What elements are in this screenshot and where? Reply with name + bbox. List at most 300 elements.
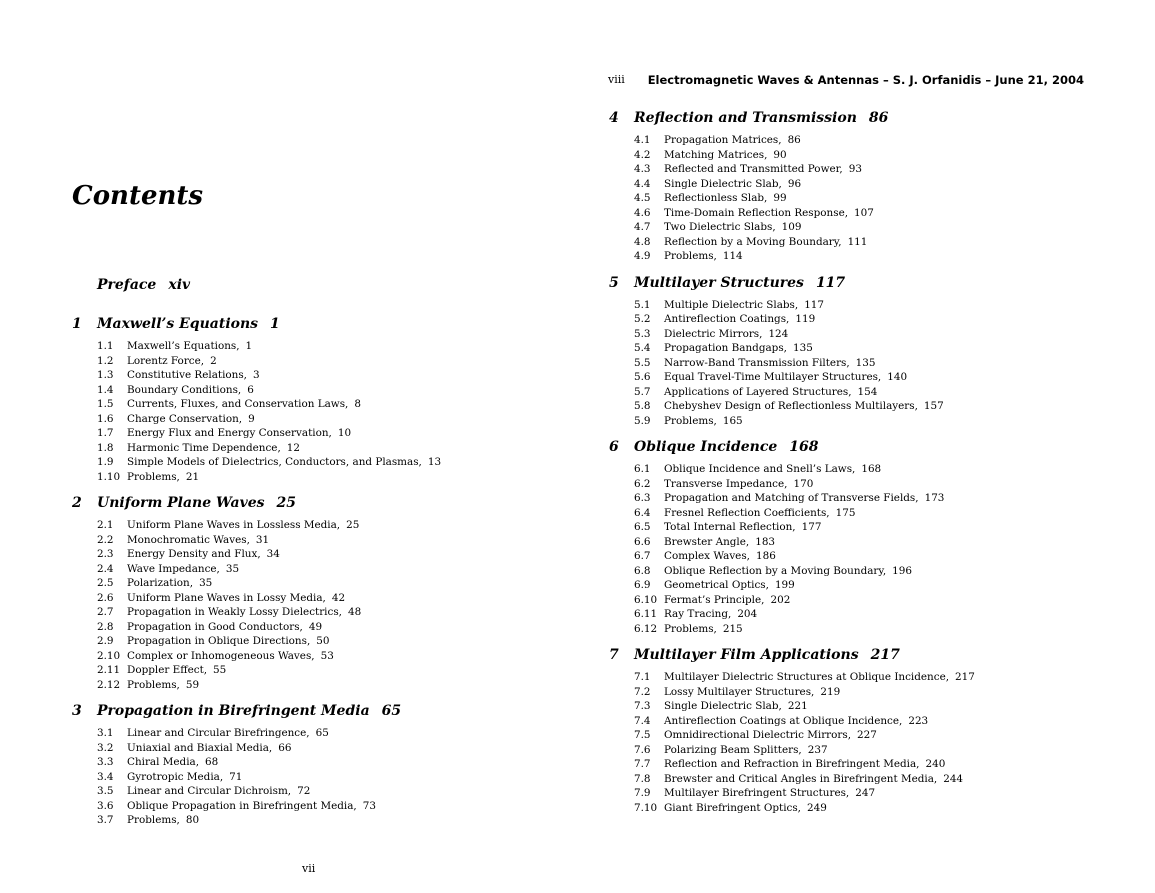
section-title: Omnidirectional Dielectric Mirrors, [664, 729, 852, 741]
chapter-number: 7 [609, 647, 619, 663]
section-number: 3.3 [97, 756, 114, 768]
section-number: 7.5 [634, 729, 651, 741]
section-number: 6.1 [634, 463, 651, 475]
section-title: Chiral Media, [127, 756, 200, 768]
section-page: 86 [787, 134, 801, 146]
section-number: 6.11 [634, 608, 658, 620]
page-title: Contents [72, 181, 204, 211]
section-page: 9 [248, 412, 255, 425]
section-number: 7.10 [634, 801, 658, 814]
section-page: 114 [722, 250, 743, 262]
running-header [608, 73, 1084, 89]
section-title: Problems, [127, 814, 180, 826]
section-title: Boundary Conditions, [127, 383, 242, 396]
section-title: Reflected and Transmitted Power, [664, 163, 843, 175]
section-number: 6.2 [634, 477, 651, 490]
section-title-line [127, 562, 239, 577]
section-title: Propagation Bandgaps, [664, 342, 787, 354]
section-page: 12 [286, 441, 300, 454]
section-title-line [664, 593, 790, 608]
section-number: 2.2 [97, 533, 114, 546]
section-number: 2.10 [97, 649, 121, 662]
section-title: Currents, Fluxes, and Conservation Laws, [127, 398, 349, 410]
section-page: 31 [255, 533, 270, 546]
section-title: Propagation Matrices, [664, 134, 782, 146]
chapter-page: 1 [270, 316, 280, 332]
section-title: Oblique Reflection by a Moving Boundary, [664, 564, 887, 577]
section-title: Propagation in Oblique Directions, [127, 635, 311, 647]
section-title: Doppler Effect, [127, 664, 208, 676]
section-title-line [664, 549, 776, 564]
section-title-line [664, 491, 944, 506]
section-title: Propagation in Weakly Lossy Dielectrics, [127, 606, 342, 618]
section-title-line [664, 249, 743, 264]
section-title-line [664, 462, 881, 477]
section-title: Reflection and Refraction in Birefringent Media, [664, 758, 920, 770]
section-number: 1.10 [97, 470, 121, 483]
section-page: 135 [792, 342, 813, 354]
section-title-line [127, 784, 310, 799]
section-page: 217 [955, 671, 975, 683]
section-page: 6 [247, 383, 254, 396]
chapter-page: 168 [789, 439, 819, 455]
section-page: 72 [297, 785, 311, 797]
section-page: 65 [315, 727, 329, 739]
section-title-line [127, 813, 199, 828]
section-page: 49 [308, 620, 323, 633]
section-page: 227 [857, 729, 877, 741]
section-number: 7.3 [634, 700, 651, 712]
section-title-line [127, 726, 329, 741]
section-page: 135 [855, 356, 876, 369]
section-title: Uniform Plane Waves in Lossless Media, [127, 519, 341, 531]
section-number: 6.4 [634, 506, 651, 519]
section-title-line [664, 786, 875, 801]
section-title-line [127, 649, 334, 664]
section-title-line [664, 578, 795, 593]
chapter-title-line [634, 645, 900, 665]
page-number: vii [302, 862, 316, 875]
section-title-line [127, 533, 269, 548]
section-title-line [664, 370, 907, 385]
chapter-page: 65 [381, 703, 402, 719]
section-number: 7.7 [634, 758, 651, 770]
section-page: 124 [768, 327, 789, 340]
section-number: 1.2 [97, 354, 114, 367]
section-title: Time-Domain Reflection Response, [664, 206, 849, 219]
section-number: 2.6 [97, 591, 114, 604]
section-title-line [127, 620, 322, 635]
section-number: 3.7 [97, 814, 114, 826]
section-page: 170 [793, 477, 814, 490]
section-number: 4.6 [634, 206, 651, 219]
section-page: 96 [787, 177, 802, 190]
section-title: Equal Travel-Time Multilayer Structures, [664, 371, 882, 383]
section-title: Brewster Angle, [664, 535, 750, 548]
section-number: 7.6 [634, 743, 651, 756]
section-title-line [664, 298, 824, 313]
section-title: Geometrical Optics, [664, 579, 769, 591]
section-title-line [664, 133, 801, 148]
section-title-line [664, 670, 975, 685]
section-number: 6.9 [634, 579, 651, 591]
section-number: 6.8 [634, 564, 651, 577]
section-page: 240 [925, 758, 946, 770]
section-title: Linear and Circular Dichroism, [127, 785, 292, 797]
section-title-line [127, 591, 345, 606]
section-number: 6.6 [634, 535, 651, 548]
section-title: Linear and Circular Birefringence, [127, 727, 310, 739]
section-page: 196 [892, 564, 913, 577]
section-title: Maxwell’s Equations, [127, 340, 240, 352]
section-page: 71 [229, 770, 243, 783]
section-title: Antireflection Coatings, [664, 313, 790, 325]
chapter-number: 5 [609, 274, 619, 291]
section-number: 6.7 [634, 550, 651, 562]
section-number: 1.4 [97, 383, 114, 396]
preface-label: Preface [97, 277, 157, 293]
section-number: 1.3 [97, 369, 114, 381]
chapter-title: Maxwell’s Equations [97, 316, 259, 332]
section-title: Complex or Inhomogeneous Waves, [127, 649, 315, 662]
section-number: 4.8 [634, 235, 651, 248]
section-page: 247 [855, 787, 876, 799]
section-title-line [664, 772, 963, 787]
section-page: 48 [347, 606, 362, 618]
section-title-line [664, 607, 757, 622]
section-title: Gyrotropic Media, [127, 770, 224, 783]
section-page: 93 [848, 163, 862, 175]
section-number: 2.11 [97, 664, 121, 676]
section-number: 3.2 [97, 741, 114, 754]
chapter-page: 217 [870, 647, 900, 663]
chapter-title: Propagation in Birefringent Media [97, 703, 370, 719]
chapter-number: 4 [609, 110, 619, 126]
section-number: 1.8 [97, 441, 114, 454]
preface-title [97, 275, 190, 295]
section-title-line [664, 414, 743, 429]
section-title: Problems, [127, 678, 180, 691]
section-title: Problems, [127, 470, 180, 483]
section-page: 8 [354, 398, 361, 410]
section-page: 183 [755, 535, 776, 548]
section-title-line [664, 477, 813, 492]
section-title: Wave Impedance, [127, 562, 220, 575]
section-number: 5.7 [634, 385, 651, 398]
section-page: 244 [943, 772, 964, 785]
section-title-line [127, 383, 254, 398]
section-title-line [127, 397, 361, 412]
section-title: Complex Waves, [664, 550, 750, 562]
section-title: Uniform Plane Waves in Lossy Media, [127, 591, 326, 604]
section-number: 6.5 [634, 521, 651, 533]
section-number: 6.12 [634, 622, 658, 635]
section-title-line [664, 743, 828, 758]
section-number: 4.3 [634, 163, 651, 175]
chapter-title: Reflection and Transmission [634, 110, 857, 126]
section-number: 4.1 [634, 134, 651, 146]
chapter-title-line [634, 108, 888, 128]
section-page: 21 [185, 470, 200, 483]
chapter-title-line [634, 437, 818, 457]
right-page [577, 0, 1155, 893]
section-page: 177 [801, 521, 822, 533]
section-title-line [127, 354, 217, 369]
section-number: 5.8 [634, 400, 651, 412]
section-title-line [664, 757, 945, 772]
page-number: viii [608, 73, 625, 86]
section-title: Propagation in Good Conductors, [127, 620, 303, 633]
section-page: 2 [210, 354, 217, 367]
section-title: Antireflection Coatings at Oblique Incidence, [664, 714, 903, 727]
section-page: 175 [835, 506, 856, 519]
section-page: 157 [923, 400, 944, 412]
section-title: Charge Conservation, [127, 412, 243, 425]
section-title: Dielectric Mirrors, [664, 327, 763, 340]
section-title-line [127, 470, 199, 485]
section-title-line [664, 148, 787, 163]
section-title: Reflection by a Moving Boundary, [664, 235, 842, 248]
section-page: 35 [225, 562, 240, 575]
section-title-line [664, 177, 801, 192]
section-title: Lorentz Force, [127, 354, 205, 367]
section-page: 223 [908, 714, 929, 727]
section-title: Fresnel Reflection Coefficients, [664, 506, 830, 519]
section-page: 186 [755, 550, 776, 562]
section-page: 73 [362, 799, 376, 812]
section-title: Reflectionless Slab, [664, 192, 768, 204]
section-page: 66 [278, 741, 292, 754]
section-page: 117 [804, 298, 825, 311]
running-title: Electromagnetic Waves & Antennas – S. J. Orfanidis – June 21, 2004 [647, 73, 1084, 87]
section-title: Problems, [664, 414, 717, 427]
chapter-page: 117 [815, 274, 846, 291]
section-title-line [664, 622, 743, 637]
chapter-title-line [97, 701, 401, 721]
section-title-line [664, 801, 827, 816]
section-title: Single Dielectric Slab, [664, 700, 782, 712]
section-number: 4.9 [634, 250, 651, 262]
section-page: 140 [887, 371, 908, 383]
section-page: 90 [773, 148, 787, 161]
section-page: 215 [722, 622, 743, 635]
section-number: 5.5 [634, 356, 651, 369]
chapter-title-line [97, 493, 296, 513]
section-title-line [127, 455, 441, 470]
section-title: Simple Models of Dielectrics, Conductors, and Plasmas, [127, 456, 422, 468]
section-number: 5.6 [634, 371, 651, 383]
section-number: 3.4 [97, 770, 114, 783]
section-number: 1.1 [97, 340, 114, 352]
section-title-line [664, 206, 874, 221]
section-page: 199 [774, 579, 795, 591]
section-page: 154 [857, 385, 878, 398]
section-title-line [664, 399, 944, 414]
section-number: 4.2 [634, 148, 651, 161]
section-page: 202 [770, 593, 791, 606]
section-title: Polarization, [127, 577, 194, 589]
section-title-line [664, 220, 801, 235]
section-title-line [127, 576, 212, 591]
section-number: 3.5 [97, 785, 114, 797]
preface-page: xiv [168, 277, 191, 293]
section-page: 59 [185, 678, 200, 691]
section-page: 3 [253, 369, 260, 381]
chapter-number: 1 [72, 316, 82, 332]
section-page: 111 [847, 235, 868, 248]
section-number: 2.4 [97, 562, 114, 575]
section-number: 7.8 [634, 772, 651, 785]
section-title: Monochromatic Waves, [127, 533, 250, 546]
section-page: 168 [861, 463, 882, 475]
section-title: Narrow-Band Transmission Filters, [664, 356, 850, 369]
section-title: Propagation and Matching of Transverse Fields, [664, 492, 919, 504]
section-title: Problems, [664, 250, 717, 262]
chapter-title: Multilayer Film Applications [634, 647, 859, 663]
section-title-line [127, 741, 291, 756]
section-page: 249 [807, 801, 827, 814]
section-title: Brewster and Critical Angles in Birefringent Media, [664, 772, 938, 785]
section-page: 237 [807, 743, 828, 756]
section-title-line [664, 327, 788, 342]
section-page: 165 [722, 414, 743, 427]
section-title-line [664, 235, 867, 250]
section-number: 6.3 [634, 492, 651, 504]
section-title-line [127, 770, 242, 785]
section-number: 2.9 [97, 635, 114, 647]
section-title: Harmonic Time Dependence, [127, 441, 281, 454]
section-title-line [664, 535, 775, 550]
section-title: Total Internal Reflection, [664, 521, 796, 533]
section-title: Oblique Propagation in Birefringent Media, [127, 799, 357, 812]
section-title: Multiple Dielectric Slabs, [664, 298, 799, 311]
section-page: 119 [795, 313, 816, 325]
section-title: Chebyshev Design of Reflectionless Multilayers, [664, 400, 918, 412]
section-title: Multilayer Birefringent Structures, [664, 787, 850, 799]
section-number: 3.6 [97, 799, 114, 812]
section-page: 25 [346, 519, 360, 531]
section-page: 13 [427, 456, 442, 468]
section-page: 42 [331, 591, 346, 604]
section-title: Two Dielectric Slabs, [664, 221, 776, 233]
section-page: 219 [820, 685, 841, 698]
section-page: 1 [245, 340, 253, 352]
section-number: 5.4 [634, 342, 651, 354]
section-title-line [127, 605, 361, 620]
chapter-number: 2 [72, 495, 82, 511]
section-title-line [664, 699, 808, 714]
section-title-line [127, 518, 359, 533]
section-title-line [664, 312, 815, 327]
section-title-line [664, 728, 877, 743]
section-title: Multilayer Dielectric Structures at Oblique Incidence, [664, 671, 950, 683]
section-title-line [664, 385, 877, 400]
section-number: 5.3 [634, 327, 651, 340]
section-number: 2.8 [97, 620, 114, 633]
section-number: 5.1 [634, 298, 651, 311]
section-title: Uniaxial and Biaxial Media, [127, 741, 273, 754]
section-page: 35 [199, 577, 213, 589]
section-number: 7.4 [634, 714, 651, 727]
section-number: 7.1 [634, 671, 651, 683]
section-title: Constitutive Relations, [127, 369, 247, 381]
section-page: 107 [854, 206, 874, 219]
section-number: 4.7 [634, 221, 651, 233]
section-title-line [127, 368, 260, 383]
section-title: Ray Tracing, [664, 608, 732, 620]
section-title-line [664, 564, 912, 579]
section-title-line [127, 663, 226, 678]
section-title: Fermat’s Principle, [664, 593, 765, 606]
section-number: 7.9 [634, 787, 651, 799]
section-number: 3.1 [97, 727, 114, 739]
section-title-line [127, 339, 252, 354]
section-number: 1.5 [97, 398, 114, 410]
section-title-line [664, 506, 855, 521]
section-title: Matching Matrices, [664, 148, 768, 161]
section-title-line [664, 714, 928, 729]
section-page: 173 [924, 492, 945, 504]
section-page: 68 [205, 756, 219, 768]
section-number: 2.3 [97, 548, 114, 560]
section-page: 80 [185, 814, 200, 826]
section-number: 1.9 [97, 456, 114, 468]
chapter-title: Oblique Incidence [634, 439, 778, 455]
chapter-page: 86 [868, 110, 889, 126]
chapter-title-line [634, 273, 845, 293]
chapter-number: 3 [72, 703, 82, 719]
section-title: Single Dielectric Slab, [664, 177, 782, 190]
chapter-title-line [97, 314, 280, 334]
section-page: 50 [316, 635, 330, 647]
section-title: Polarizing Beam Splitters, [664, 743, 802, 756]
section-title-line [127, 426, 351, 441]
section-number: 4.5 [634, 192, 651, 204]
section-number: 4.4 [634, 177, 651, 190]
section-page: 109 [781, 221, 802, 233]
section-title-line [127, 634, 330, 649]
section-number: 6.10 [634, 593, 658, 606]
section-page: 34 [266, 548, 280, 560]
section-title: Energy Density and Flux, [127, 548, 261, 560]
section-title: Problems, [664, 622, 717, 635]
section-number: 2.12 [97, 678, 121, 691]
chapter-number: 6 [609, 439, 619, 455]
section-title-line [127, 678, 199, 693]
section-page: 10 [337, 427, 352, 439]
section-title-line [664, 341, 813, 356]
section-title-line [127, 755, 218, 770]
section-title-line [127, 547, 280, 562]
section-number: 2.1 [97, 519, 114, 531]
chapter-title: Uniform Plane Waves [97, 495, 265, 511]
section-number: 5.2 [634, 313, 651, 325]
section-title-line [127, 412, 255, 427]
section-page: 221 [787, 700, 808, 712]
section-title-line [664, 162, 862, 177]
section-page: 204 [737, 608, 758, 620]
section-title: Oblique Incidence and Snell’s Laws, [664, 463, 856, 475]
section-number: 7.2 [634, 685, 651, 698]
section-number: 2.5 [97, 577, 114, 589]
section-title-line [664, 356, 876, 371]
section-title-line [664, 520, 821, 535]
chapter-page: 25 [276, 495, 296, 511]
chapter-title: Multilayer Structures [634, 274, 804, 291]
section-number: 1.7 [97, 427, 114, 439]
section-page: 99 [773, 192, 787, 204]
section-number: 2.7 [97, 606, 114, 618]
